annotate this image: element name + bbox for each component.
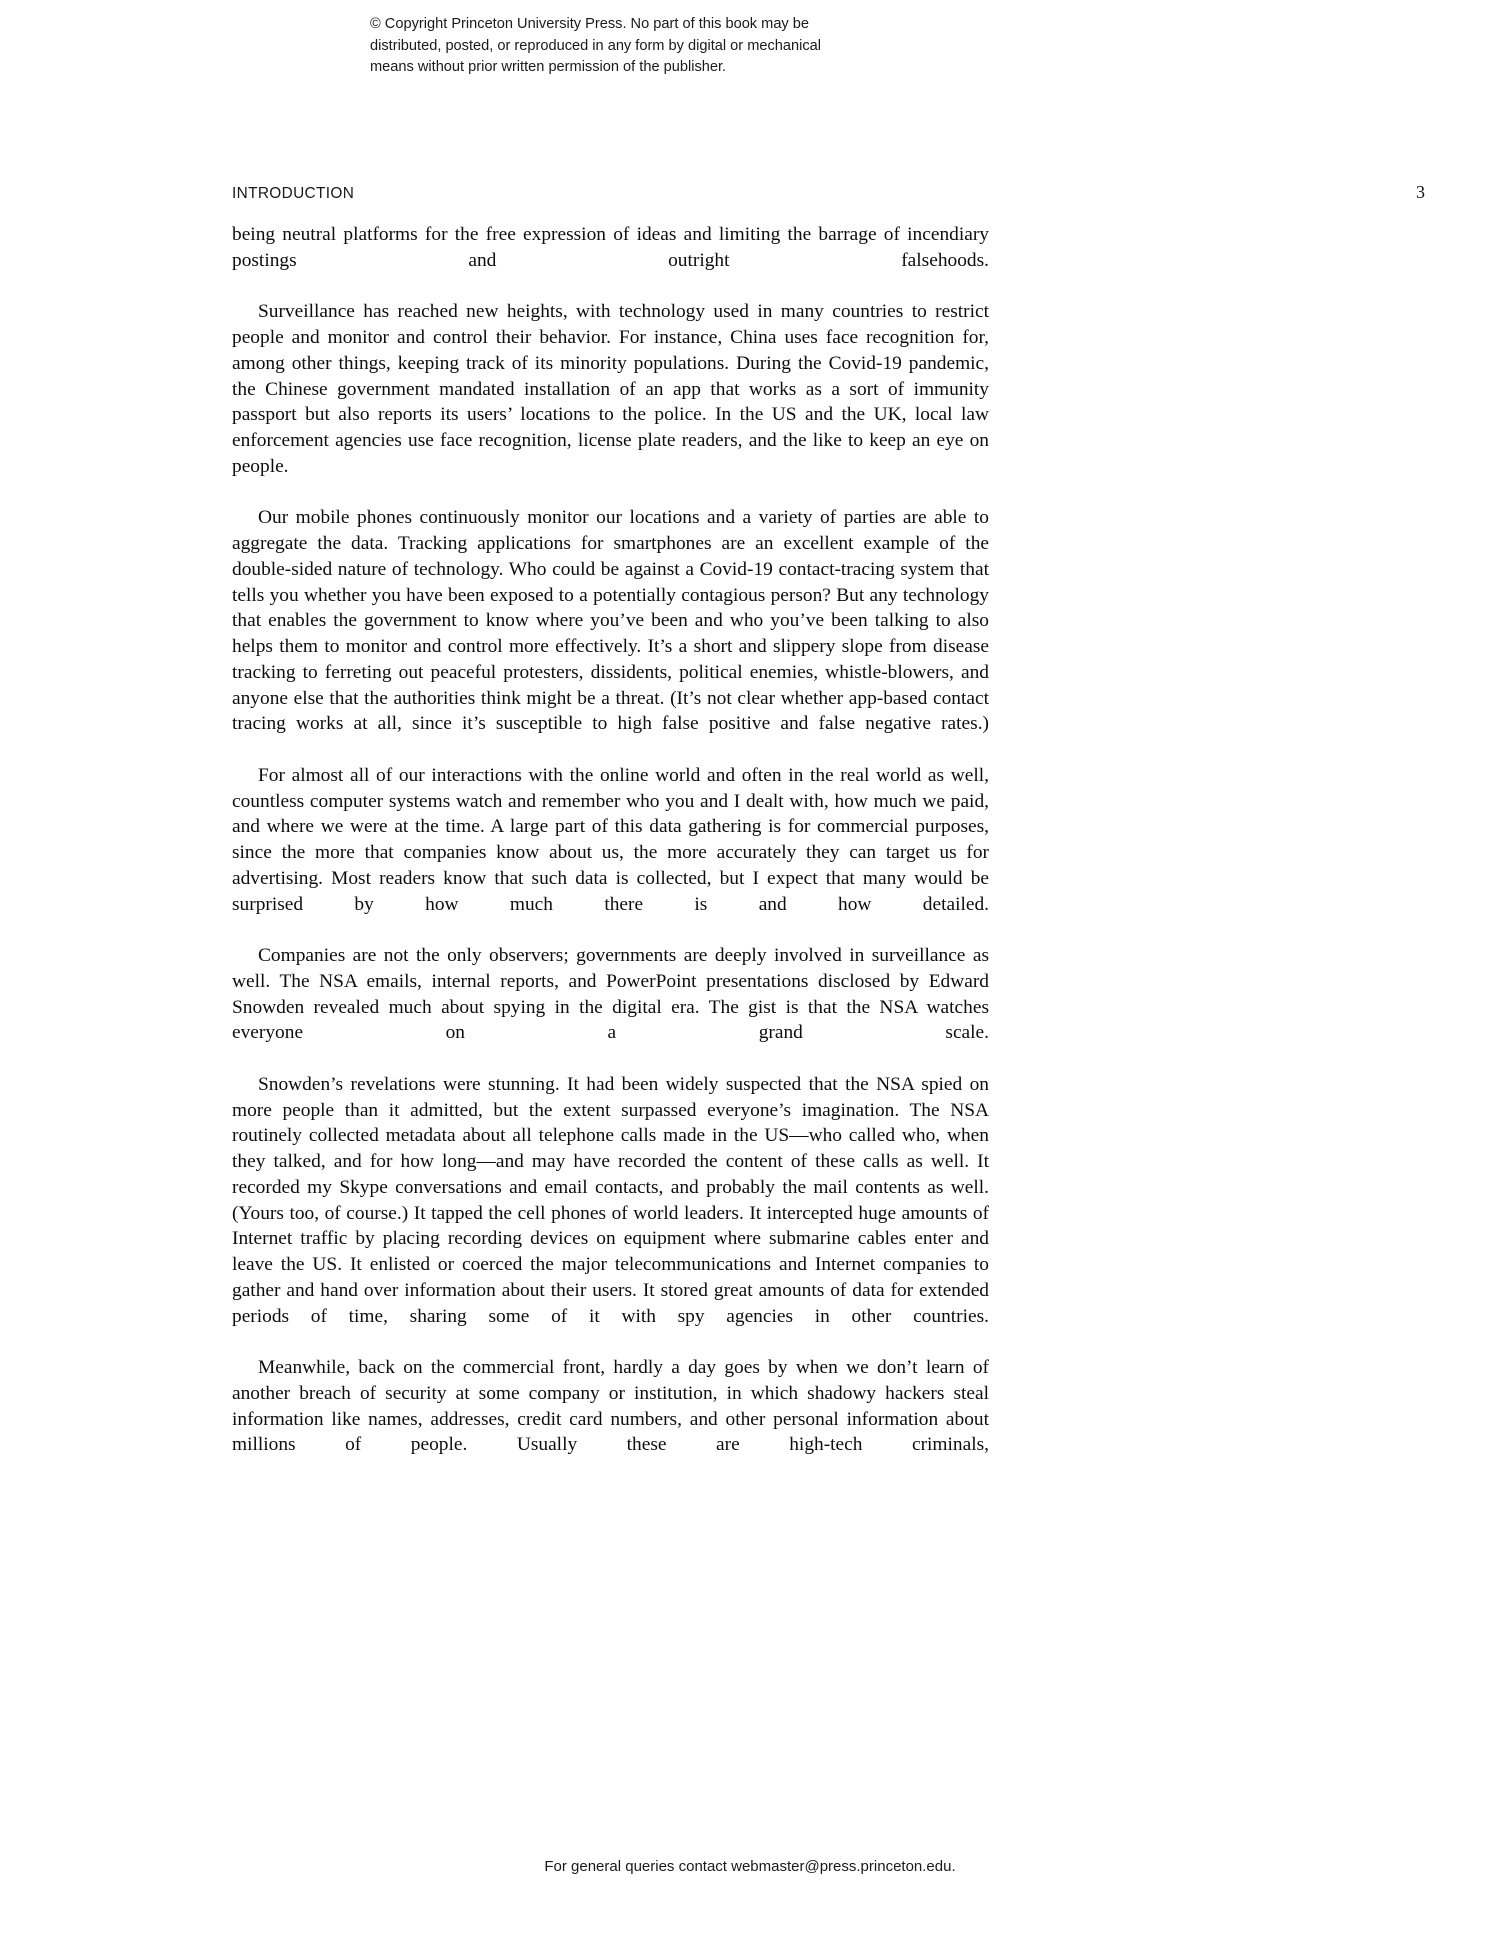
- paragraph-interactions-online: For almost all of our interactions with the online world and often in the real world as well, countless computer systems watch and remember who you and I dealt with, how much we paid, and where we were at the time. A large part of this data gathering is for commercial purposes, since the more that companies know about us, the more accurately they can target us for advertising. Most readers know that such data is collected, but I expect that many would be surprised by how much there is and how detailed.: [232, 764, 989, 915]
- running-head-title: INTRODUCTION: [232, 185, 355, 202]
- page-footer: [0, 1858, 1500, 1875]
- paragraph-surveillance: Surveillance has reached new heights, with technology used in many countries to restrict people and monitor and control their behavior. For instance, China uses face recognition for, among other things, keeping track of its minority populations. During the Covid-19 pandemic, the Chinese government mandated installation of an app that works as a sort of immunity passport but also reports its users’ locations to the police. In the US and the UK, local law enforcement agencies use face recognition, license plate readers, and the like to keep an eye on people.: [232, 301, 989, 477]
- copyright-notice: [370, 14, 870, 79]
- copyright-line-2: distributed, posted, or reproduced in any form by digital or mechanical: [370, 37, 822, 54]
- body-text-column: [232, 222, 989, 1484]
- paragraph-commercial-breaches: Meanwhile, back on the commercial front, hardly a day goes by when we don’t learn of another breach of security at some company or institution, in which shadowy hackers steal information like names, addresses, credit card numbers, and other personal information about millions of people. Usually these are high-tech criminals,: [232, 1357, 989, 1456]
- paragraph-companies-governments: Companies are not the only observers; governments are deeply involved in surveillance as well. The NSA emails, internal reports, and PowerPoint presentations disclosed by Edward Snowden revealed much about spying in the digital era. The gist is that the NSA watches everyone on a grand scale.: [232, 945, 989, 1044]
- paragraph-snowden-revelations: Snowden’s revelations were stunning. It had been widely suspected that the NSA spied on more people than it admitted, but the extent surpassed everyone’s imagination. The NSA routinely collected metadata about all telephone calls made in the US—who called who, when they talked, and for how long—and may have recorded the content of these calls as well. It recorded my Skype conversations and email contacts, and probably the mail contents as well. (Yours too, of course.) It tapped the cell phones of world leaders. It intercepted huge amounts of Internet traffic by placing recording devices on equipment where submarine cables enter and leave the US. It enlisted or coerced the major telecommunications and Internet companies to gather and hand over information about their users. It stored great amounts of data for extended periods of time, sharing some of it with spy agencies in other countries.: [232, 1073, 989, 1327]
- page-number: 3: [1416, 182, 1425, 202]
- copyright-line-3: means without prior written permission of the publisher.: [370, 59, 727, 75]
- footer-contact-text: For general queries contact webmaster@press.princeton.edu.: [544, 1858, 956, 1875]
- copyright-line-1: © Copyright Princeton University Press. No part of this book may be: [370, 16, 810, 32]
- paragraph-continued-platforms: being neutral platforms for the free expression of ideas and limiting the barrage of incendiary postings and outright falsehoods.: [232, 224, 989, 271]
- running-head: [232, 182, 1425, 207]
- paragraph-mobile-phones: Our mobile phones continuously monitor our locations and a variety of parties are able to aggregate the data. Tracking applications for smartphones are an excellent example of the double-sided nature of technology. Who could be against a Covid-19 contact-tracing system that tells you whether you have been exposed to a potentially contagious person? But any technology that enables the government to know where you’ve been and who you’ve been talking to also helps them to monitor and control more effectively. It’s a short and slippery slope from disease tracking to ferreting out peaceful protesters, dissidents, political enemies, whistle-blowers, and anyone else that the authorities think might be a threat. (It’s not clear whether app-based contact tracing works at all, since it’s susceptible to high false positive and false negative rates.): [232, 507, 989, 735]
